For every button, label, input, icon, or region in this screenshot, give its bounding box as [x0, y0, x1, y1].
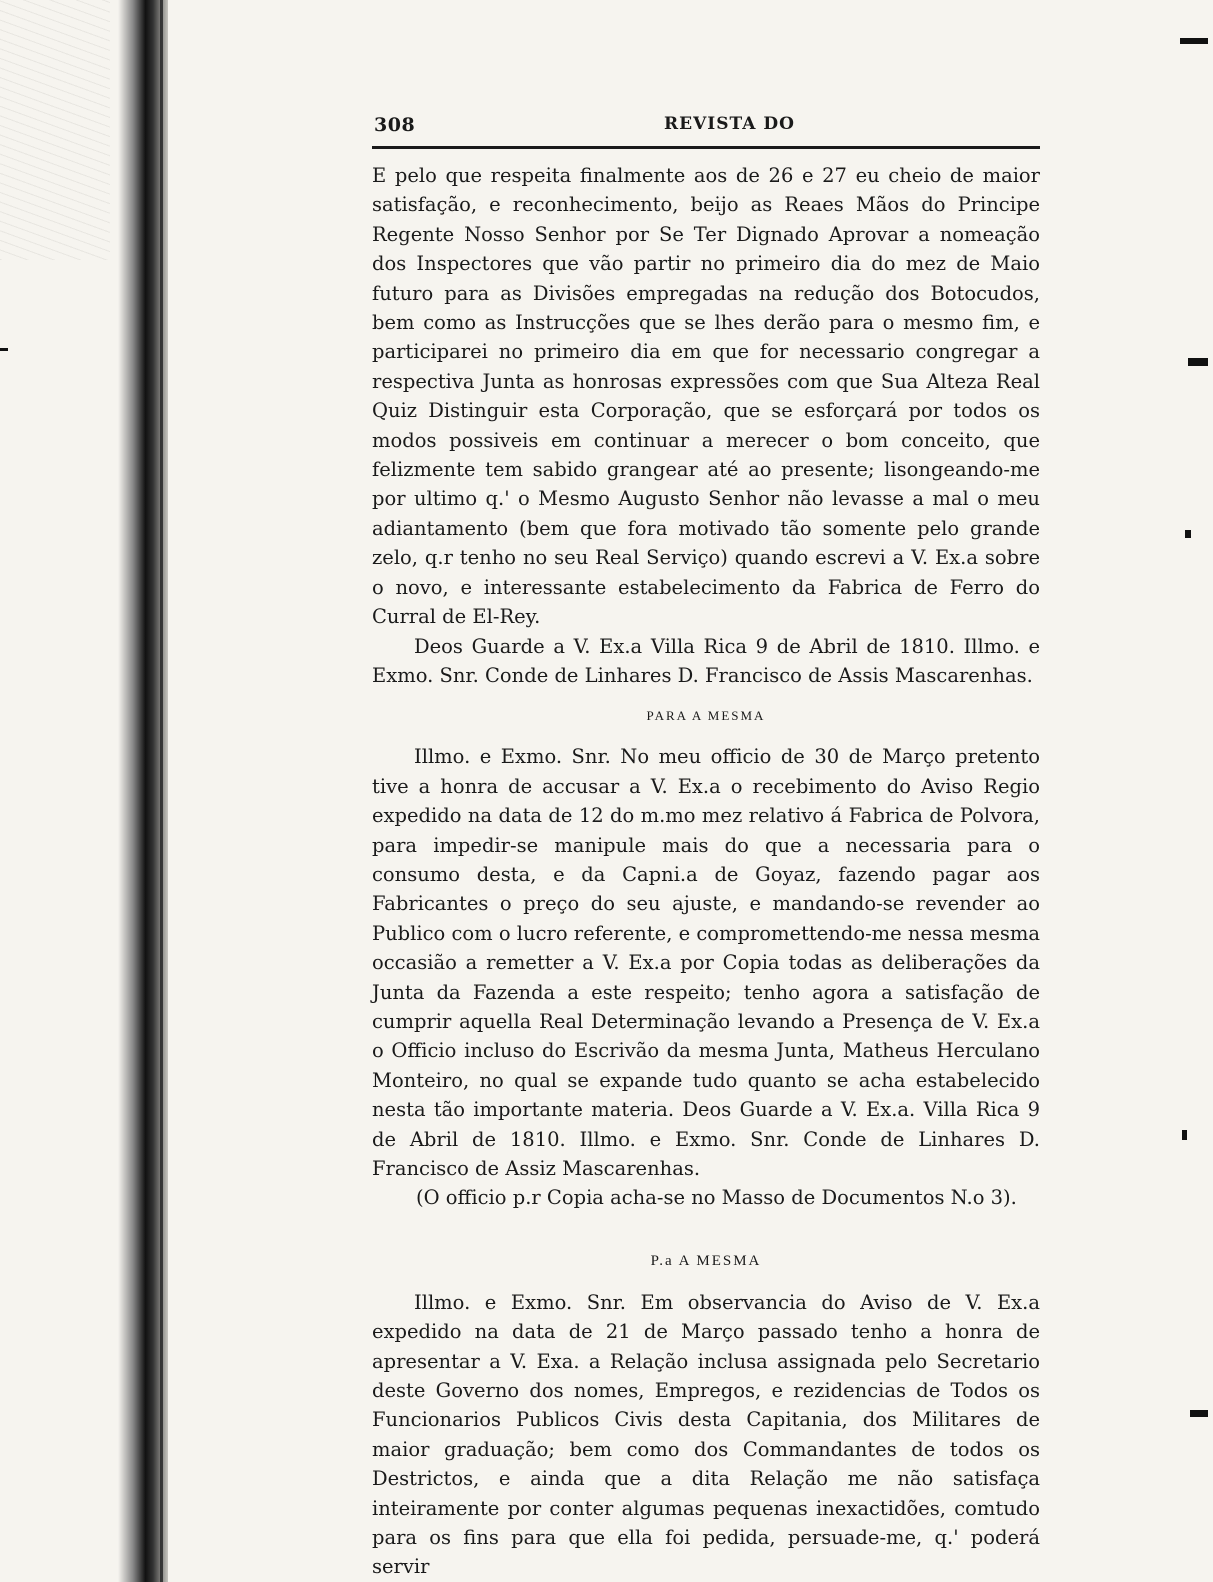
running-header: [372, 112, 1040, 142]
edge-mark: [0, 348, 8, 351]
edge-mark: [1190, 1410, 1208, 1417]
section-heading: P.a A MESMA: [650, 1252, 762, 1269]
edge-mark: [1182, 1130, 1187, 1140]
edge-mark: [1180, 38, 1208, 44]
page-number: 308: [374, 114, 416, 136]
binding-edge-line: [160, 0, 163, 1582]
paragraph-note: (O officio p.r Copia acha-se no Masso de Documentos N.o 3).: [416, 1186, 1017, 1210]
paragraph: Deos Guarde a V. Ex.a Villa Rica 9 de Abril de 1810. Illmo. e Exmo. Snr. Conde de Linhares D. Francisco de Assis Mascarenhas.: [372, 634, 1040, 687]
document-page: [372, 112, 1040, 1582]
edge-mark: [1188, 358, 1208, 366]
edge-mark: [1185, 530, 1191, 538]
paragraph: Illmo. e Exmo. Snr. Em observancia do Aviso de V. Ex.a expedido na data de 21 de Março passado tenho a honra de apresentar a V. Exa. a Relação inclusa assignada pelo Secretario deste Governo dos nomes, Empregos, e rezidencias de Todos os Funcionarios Publicos Civis desta Capitania, dos Militares de maior graduação; bem como dos Commandantes de todos os Destrictos, e ainda que a dita Relação me não satisfaça inteiramente por conter algumas pequenas inexactidões, comtudo para os fins para que ella foi pedida, persuade-me, q.' poderá servir: [372, 1290, 1040, 1579]
running-title: REVISTA DO: [664, 114, 795, 134]
header-rule: [372, 146, 1040, 149]
paragraph: Illmo. e Exmo. Snr. No meu officio de 30 de Março pretento tive a honra de accusar a V. Ex.a o recebimento do Aviso Regio expedido na data de 12 do m.mo mez relativo á Fabrica de Polvora, para impedir-se manipule mais do que a necessaria para o consumo desta, e da Capni.a de Goyaz, fazendo pagar aos Fabricantes o preço do seu ajuste, e mandando-se revender ao Publico com o lucro referente, e compromettendo-me nessa mesma occasião a remetter a V. Ex.a por Copia todas as deliberações da Junta da Fazenda a este respeito; tenho agora a satisfação de cumprir aquella Real Determinação levando a Presença de V. Ex.a o Officio incluso do Escrivão da mesma Junta, Matheus Herculano Monteiro, no qual se expande tudo quanto se acha estabelecido nesta tão importante materia. Deos Guarde a V. Ex.a. Villa Rica 9 de Abril de 1810. Illmo. e Exmo. Snr. Conde de Linhares D. Francisco de Assiz Mascarenhas.: [372, 745, 1040, 1180]
section-heading: PARA A MESMA: [646, 708, 766, 724]
scan-margin-noise: [0, 0, 110, 260]
paragraph: E pelo que respeita finalmente aos de 26 e 27 eu cheio de maior satisfação, e reconhecimento, beijo as Reaes Mãos do Principe Regente Nosso Senhor por Se Ter Dignado Aprovar a nomeação dos Inspectores que vão partir no primeiro dia do mez de Maio futuro para as Divisões empregadas na redução dos Botocudos, bem como as Instrucções que se lhes derão para o mesmo fim, e participarei no primeiro dia em que for necessario congregar a respectiva Junta as honrosas expressões com que Sua Alteza Real Quiz Distinguir esta Corporação, que se esforçará por todos os modos possiveis em continuar a merecer o bom conceito, que felizmente tem sabido grangear até ao presente; lisongeando-me por ultimo q.' o Mesmo Augusto Senhor não levasse a mal o meu adiantamento (bem que fora motivado tão somente pelo grande zelo, q.r tenho no seu Real Serviço) quando escrevi a V. Ex.a sobre o novo, e interessante estabelecimento da Fabrica de Ferro do Curral de El-Rey.: [372, 164, 1040, 629]
